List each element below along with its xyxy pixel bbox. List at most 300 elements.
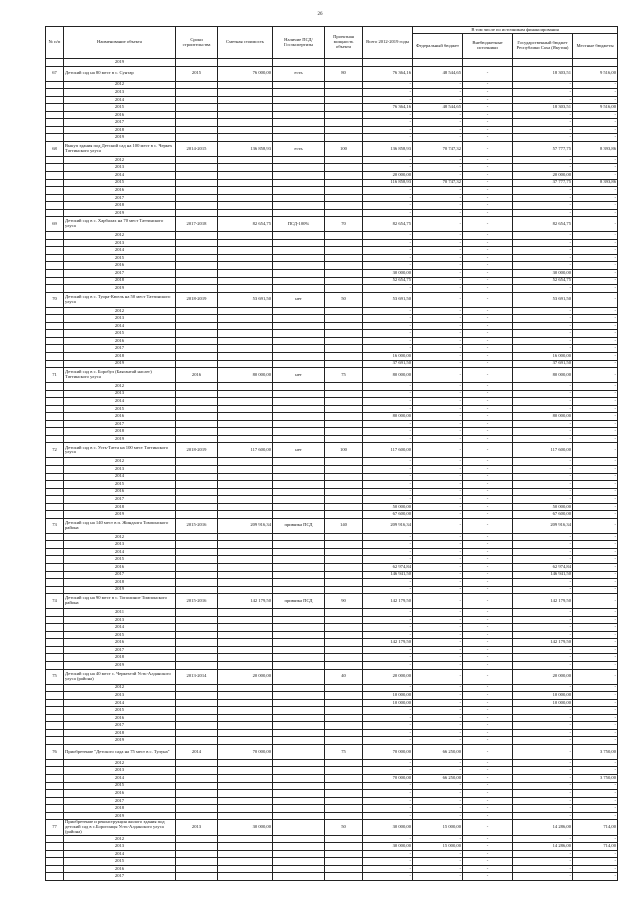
year-blank	[176, 202, 218, 210]
object-psd	[273, 744, 325, 759]
year-total: -	[363, 254, 413, 262]
year-federal: 48 544,65	[413, 104, 463, 112]
table-row	[46, 66, 618, 81]
year-extra: -	[463, 624, 513, 632]
year-state: -	[513, 782, 573, 790]
year-blank	[325, 277, 363, 285]
year-blank	[273, 805, 325, 813]
year-local: -	[573, 624, 618, 632]
year-row	[46, 579, 618, 587]
year-extra: -	[463, 156, 513, 164]
year-blank	[325, 782, 363, 790]
year-blank	[325, 307, 363, 315]
year-federal: -	[413, 270, 463, 278]
year-federal: 66 250,00	[413, 775, 463, 783]
year-local: -	[573, 684, 618, 692]
year-local: -	[573, 616, 618, 624]
year-row	[46, 209, 618, 217]
year-blank	[218, 767, 273, 775]
year-spacer	[46, 511, 64, 519]
year-total: -	[363, 383, 413, 391]
year-blank	[218, 104, 273, 112]
year-extra: -	[463, 111, 513, 119]
year-row	[46, 156, 618, 164]
year-extra: -	[463, 835, 513, 843]
year-blank	[218, 428, 273, 436]
year-row	[46, 714, 618, 722]
year-total: -	[363, 797, 413, 805]
object-total: 117 600,00	[363, 443, 413, 458]
year-blank	[325, 699, 363, 707]
year-federal: -	[413, 134, 463, 142]
object-psd: привязка ПСД	[273, 594, 325, 609]
year-total: -	[363, 111, 413, 119]
year-row	[46, 737, 618, 745]
year-local: -	[573, 481, 618, 489]
year-row	[46, 126, 618, 134]
year-blank	[325, 247, 363, 255]
year-total: 80 000,00	[363, 413, 413, 421]
year-blank	[325, 654, 363, 662]
object-num: 74	[46, 594, 64, 609]
year-row	[46, 172, 618, 180]
year-blank	[218, 435, 273, 443]
year-total: -	[363, 89, 413, 97]
year-spacer	[46, 322, 64, 330]
year-extra: -	[463, 759, 513, 767]
year-blank	[218, 714, 273, 722]
year-blank	[273, 782, 325, 790]
year-federal: -	[413, 164, 463, 172]
year-row	[46, 345, 618, 353]
year-extra: -	[463, 631, 513, 639]
year-blank	[176, 134, 218, 142]
year-spacer	[46, 639, 64, 647]
year-local: -	[573, 533, 618, 541]
year-total: -	[363, 865, 413, 873]
year-federal: -	[413, 194, 463, 202]
year-blank	[325, 262, 363, 270]
year-total: -	[363, 488, 413, 496]
year-local: 3 750,00	[573, 775, 618, 783]
year-extra: -	[463, 413, 513, 421]
year-spacer	[46, 873, 64, 881]
year-federal: -	[413, 835, 463, 843]
year-label: 2018	[64, 805, 176, 813]
year-blank	[218, 232, 273, 240]
year-label: 2016	[64, 865, 176, 873]
object-extra: -	[463, 66, 513, 81]
year-blank	[176, 654, 218, 662]
year-local: -	[573, 360, 618, 368]
year-row	[46, 835, 618, 843]
year-label: 2019	[64, 737, 176, 745]
year-label: 2016	[64, 714, 176, 722]
year-total: -	[363, 631, 413, 639]
year-blank	[325, 337, 363, 345]
year-spacer	[46, 737, 64, 745]
year-blank	[176, 111, 218, 119]
year-blank	[273, 179, 325, 187]
year-local: -	[573, 398, 618, 406]
year-spacer	[46, 556, 64, 564]
year-blank	[325, 96, 363, 104]
object-num: 75	[46, 669, 64, 684]
year-extra: -	[463, 654, 513, 662]
year-total: -	[363, 390, 413, 398]
year-blank	[273, 616, 325, 624]
year-state: -	[513, 420, 573, 428]
year-blank	[176, 775, 218, 783]
year-state: 52 654,75	[513, 277, 573, 285]
year-local: 714,00	[573, 843, 618, 851]
year-state: -	[513, 307, 573, 315]
table-row	[46, 217, 618, 232]
year-state: -	[513, 797, 573, 805]
year-total: -	[363, 548, 413, 556]
year-label: 2019	[64, 209, 176, 217]
year-blank	[273, 337, 325, 345]
object-federal: 66 250,00	[413, 744, 463, 759]
year-state: -	[513, 194, 573, 202]
year-blank	[176, 548, 218, 556]
year-label: 2017	[64, 646, 176, 654]
year-blank	[325, 330, 363, 338]
year-label: 2013	[64, 89, 176, 97]
year-blank	[273, 714, 325, 722]
year-blank	[273, 571, 325, 579]
year-label: 2012	[64, 759, 176, 767]
year-blank	[176, 322, 218, 330]
year-state: -	[513, 488, 573, 496]
year-local: -	[573, 239, 618, 247]
year-blank	[218, 360, 273, 368]
year-blank	[325, 548, 363, 556]
year-label: 2019	[64, 285, 176, 293]
object-local: -	[573, 217, 618, 232]
year-blank	[325, 533, 363, 541]
year-blank	[218, 556, 273, 564]
object-term: 2013	[176, 820, 218, 835]
year-total: -	[363, 662, 413, 670]
year-blank	[325, 737, 363, 745]
year-blank	[273, 797, 325, 805]
year-spacer	[46, 360, 64, 368]
year-state: -	[513, 209, 573, 217]
year-blank	[273, 262, 325, 270]
year-state: -	[513, 164, 573, 172]
year-extra: -	[463, 164, 513, 172]
year-local: -	[573, 81, 618, 89]
year-label: 2014	[64, 850, 176, 858]
year-local: -	[573, 654, 618, 662]
year-blank	[218, 850, 273, 858]
year-blank	[218, 548, 273, 556]
year-blank	[325, 835, 363, 843]
year-state: -	[513, 119, 573, 127]
year-local: -	[573, 352, 618, 360]
year-blank	[218, 187, 273, 195]
year-row	[46, 247, 618, 255]
year-federal: -	[413, 413, 463, 421]
object-num: 69	[46, 217, 64, 232]
year-blank	[273, 345, 325, 353]
year-extra: -	[463, 496, 513, 504]
year-state: -	[513, 428, 573, 436]
year-row	[46, 759, 618, 767]
year-spacer	[46, 616, 64, 624]
object-cost: 136 858,93	[218, 141, 273, 156]
year-label: 2017	[64, 345, 176, 353]
year-blank	[325, 805, 363, 813]
object-psd: есть	[273, 141, 325, 156]
year-row	[46, 571, 618, 579]
year-federal: -	[413, 722, 463, 730]
year-state: -	[513, 262, 573, 270]
year-total: 76 364,16	[363, 104, 413, 112]
header-num: № п/п	[46, 27, 64, 59]
year-blank	[325, 239, 363, 247]
year-spacer	[46, 345, 64, 353]
year-spacer	[46, 609, 64, 617]
year-blank	[218, 254, 273, 262]
year-local: -	[573, 315, 618, 323]
year-spacer	[46, 239, 64, 247]
object-capacity: 140	[325, 518, 363, 533]
year-total: -	[363, 481, 413, 489]
year-blank	[218, 322, 273, 330]
object-name: Детский сад в с. Усть-Татта на 100 мест Таттинского улуса	[64, 443, 176, 458]
year-spacer	[46, 277, 64, 285]
year-state: -	[513, 616, 573, 624]
year-spacer	[46, 398, 64, 406]
year-blank	[176, 420, 218, 428]
object-federal: -	[413, 518, 463, 533]
year-federal: -	[413, 337, 463, 345]
year-row	[46, 609, 618, 617]
year-state: -	[513, 865, 573, 873]
table-header	[46, 27, 618, 59]
year-federal: -	[413, 692, 463, 700]
year-total: -	[363, 767, 413, 775]
year-extra: -	[463, 488, 513, 496]
year-state: -	[513, 662, 573, 670]
year-label: 2015	[64, 104, 176, 112]
year-spacer	[46, 307, 64, 315]
header-federal: Федеральный бюджет	[413, 34, 463, 59]
year-label: 2017	[64, 194, 176, 202]
year-local: -	[573, 541, 618, 549]
year-federal: -	[413, 322, 463, 330]
year-federal: -	[413, 646, 463, 654]
year-blank	[325, 179, 363, 187]
year-blank	[218, 571, 273, 579]
year-row	[46, 646, 618, 654]
year-extra: -	[463, 360, 513, 368]
year-federal: -	[413, 254, 463, 262]
year-state: -	[513, 405, 573, 413]
year-local: 8 393,86	[573, 179, 618, 187]
year-blank	[273, 413, 325, 421]
year-state: -	[513, 759, 573, 767]
year-spacer	[46, 232, 64, 240]
object-extra: -	[463, 744, 513, 759]
year-spacer	[46, 202, 64, 210]
year-row	[46, 81, 618, 89]
year-blank	[218, 164, 273, 172]
year-row	[46, 89, 618, 97]
year-total: -	[363, 737, 413, 745]
year-blank	[218, 81, 273, 89]
year-label: 2018	[64, 202, 176, 210]
year-blank	[176, 616, 218, 624]
year-total: 10 000,00	[363, 699, 413, 707]
year-blank	[273, 111, 325, 119]
year-total: -	[363, 609, 413, 617]
year-blank	[325, 164, 363, 172]
year-total: -	[363, 858, 413, 866]
year-blank	[218, 616, 273, 624]
year-total: -	[363, 315, 413, 323]
year-total: -	[363, 187, 413, 195]
year-extra: -	[463, 782, 513, 790]
year-extra: -	[463, 322, 513, 330]
year-row	[46, 194, 618, 202]
year-row	[46, 488, 618, 496]
year-extra: -	[463, 465, 513, 473]
year-blank	[218, 383, 273, 391]
year-spacer	[46, 330, 64, 338]
year-blank	[325, 759, 363, 767]
year-blank	[325, 503, 363, 511]
year-blank	[218, 315, 273, 323]
year-federal: -	[413, 548, 463, 556]
year-blank	[273, 119, 325, 127]
year-spacer	[46, 352, 64, 360]
year-row	[46, 239, 618, 247]
year-federal: -	[413, 96, 463, 104]
year-blank	[176, 277, 218, 285]
year-local: -	[573, 111, 618, 119]
year-label: 2013	[64, 239, 176, 247]
year-blank	[218, 684, 273, 692]
year-blank	[176, 81, 218, 89]
year-row	[46, 503, 618, 511]
year-state: 80 000,00	[513, 413, 573, 421]
header-total: Всего 2012-2019 годы	[363, 27, 413, 59]
year-spacer	[46, 481, 64, 489]
year-blank	[176, 533, 218, 541]
year-federal: -	[413, 609, 463, 617]
year-row	[46, 428, 618, 436]
year-state: -	[513, 481, 573, 489]
year-local: -	[573, 458, 618, 466]
year-federal: -	[413, 699, 463, 707]
year-local: -	[573, 563, 618, 571]
year-blank	[218, 337, 273, 345]
year-total: 142 179,50	[363, 639, 413, 647]
year-state: -	[513, 390, 573, 398]
year-blank	[176, 496, 218, 504]
year-extra: -	[463, 797, 513, 805]
year-blank	[325, 458, 363, 466]
year-label: 2013	[64, 315, 176, 323]
year-blank	[218, 119, 273, 127]
year-blank	[218, 239, 273, 247]
year-federal: -	[413, 458, 463, 466]
year-federal: -	[413, 714, 463, 722]
year-blank	[176, 465, 218, 473]
funding-table	[45, 26, 618, 881]
year-blank	[176, 89, 218, 97]
year-spacer	[46, 503, 64, 511]
year-federal: -	[413, 352, 463, 360]
year-spacer	[46, 548, 64, 556]
year-spacer	[46, 692, 64, 700]
year-spacer	[46, 646, 64, 654]
year-blank	[325, 473, 363, 481]
year-total: -	[363, 473, 413, 481]
year-blank	[325, 420, 363, 428]
year-blank	[218, 805, 273, 813]
year-local: -	[573, 511, 618, 519]
year-blank	[325, 843, 363, 851]
object-local: 3 750,00	[573, 744, 618, 759]
year-blank	[176, 315, 218, 323]
object-total: 70 000,00	[363, 744, 413, 759]
year-extra: -	[463, 737, 513, 745]
object-state: 53 691,50	[513, 292, 573, 307]
year-blank	[273, 579, 325, 587]
year-local: -	[573, 126, 618, 134]
year-total: -	[363, 398, 413, 406]
year-row	[46, 729, 618, 737]
year-spacer	[46, 187, 64, 195]
year-blank	[325, 850, 363, 858]
year-row	[46, 616, 618, 624]
year-blank	[176, 579, 218, 587]
year-local: -	[573, 187, 618, 195]
object-num: 71	[46, 368, 64, 383]
year-federal: -	[413, 262, 463, 270]
year-blank	[218, 858, 273, 866]
year-blank	[273, 722, 325, 730]
year-federal: -	[413, 209, 463, 217]
year-total: -	[363, 812, 413, 820]
year-blank	[273, 435, 325, 443]
year-state: -	[513, 458, 573, 466]
year-local: -	[573, 782, 618, 790]
year-local: -	[573, 714, 618, 722]
year-extra: -	[463, 194, 513, 202]
object-num: 68	[46, 141, 64, 156]
year-local: -	[573, 503, 618, 511]
year-blank	[325, 586, 363, 594]
year-extra: -	[463, 285, 513, 293]
object-term: 2013-2014	[176, 669, 218, 684]
year-total: 146 941,50	[363, 571, 413, 579]
year-federal: -	[413, 126, 463, 134]
year-label: 2017	[64, 496, 176, 504]
year-state: -	[513, 322, 573, 330]
year-spacer	[46, 496, 64, 504]
object-extra: -	[463, 292, 513, 307]
year-extra: -	[463, 707, 513, 715]
year-blank	[325, 873, 363, 881]
year-blank	[218, 307, 273, 315]
year-blank	[218, 775, 273, 783]
year-blank	[325, 435, 363, 443]
